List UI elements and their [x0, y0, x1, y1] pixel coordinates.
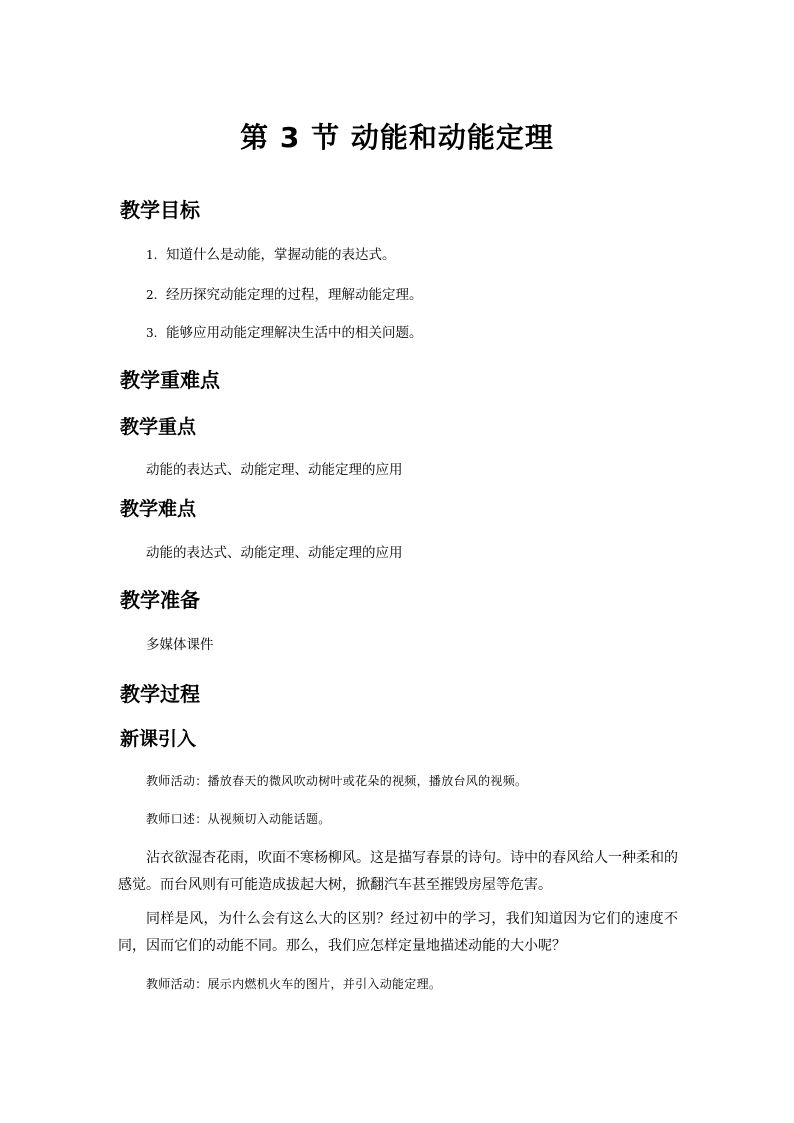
intro-paragraph-1: 沾衣欲湿杏花雨，吹面不寒杨柳风。这是描写春景的诗句。诗中的春风给人一种柔和的感觉。而台风则有可能造成拔起大树，掀翻汽车甚至摧毁房屋等危害。: [118, 850, 678, 893]
page-title: 第 3 节 动能和动能定理: [240, 121, 554, 154]
preparation-text: 多媒体课件: [146, 637, 214, 653]
objective-text: 能够应用动能定理解决生活中的相关问题。: [166, 325, 423, 341]
intro-paragraph-2: 同样是风，为什么会有这么大的区别？经过初中的学习，我们知道因为它们的速度不同，因而它们的动能不同。那么，我们应怎样定量地描述动能的大小呢？: [118, 911, 678, 954]
teacher-speech-note: 教师口述：从视频切入动能话题。: [146, 812, 331, 826]
objective-number: 1.: [146, 248, 158, 262]
difficult-points-heading: 教学难点: [120, 498, 197, 520]
objective-item-1: [146, 243, 396, 263]
teacher-activity-note-1: 教师活动：播放春天的微风吹动树叶或花朵的视频，播放台风的视频。: [146, 774, 528, 788]
objective-number: 2.: [146, 288, 158, 302]
objective-text: 知道什么是动能，掌握动能的表达式。: [166, 247, 396, 263]
key-difficult-heading: 教学重难点: [120, 368, 220, 392]
intro-heading: 新课引入: [120, 728, 197, 750]
objective-number: 3.: [146, 326, 158, 340]
objective-item-3: [146, 321, 423, 341]
difficult-points-text: 动能的表达式、动能定理、动能定理的应用: [146, 545, 403, 561]
objective-item-2: [146, 283, 423, 303]
preparation-heading: 教学准备: [120, 588, 200, 612]
key-points-heading: 教学重点: [120, 416, 197, 438]
objective-text: 经历探究动能定理的过程，理解动能定理。: [166, 287, 423, 303]
key-points-text: 动能的表达式、动能定理、动能定理的应用: [146, 462, 403, 478]
process-heading: 教学过程: [120, 682, 200, 706]
teacher-activity-note-2: 教师活动：展示内燃机火车的图片，并引入动能定理。: [146, 977, 442, 991]
objectives-heading: 教学目标: [120, 198, 200, 222]
